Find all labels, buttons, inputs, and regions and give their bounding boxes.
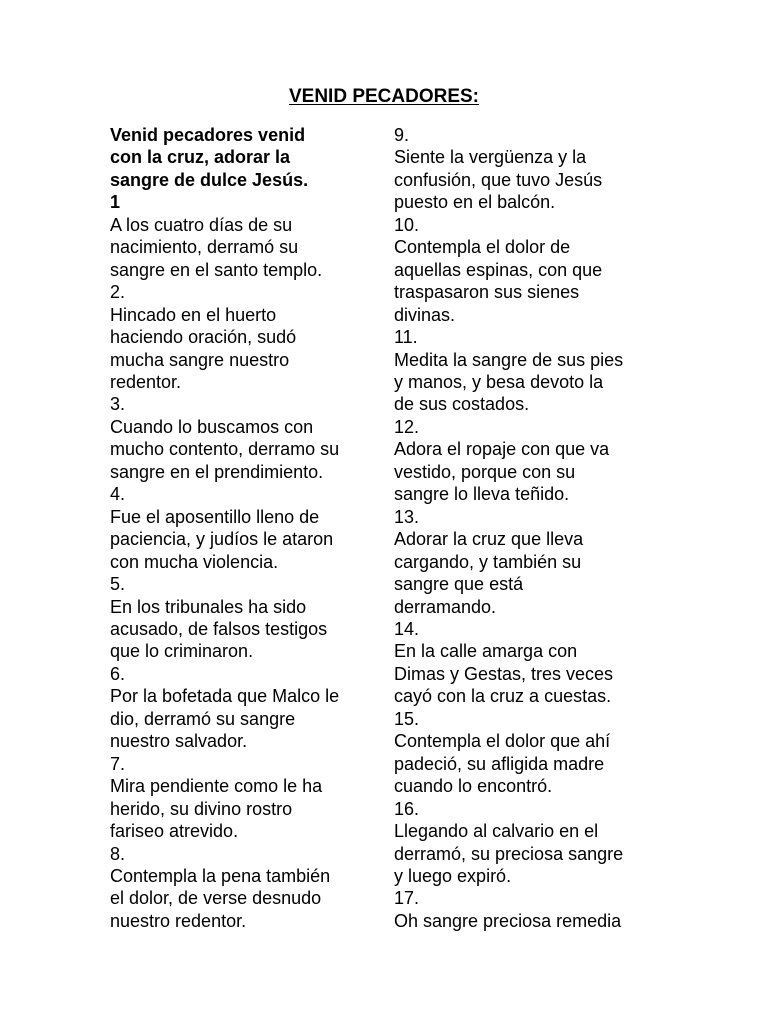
text-line: redentor. — [110, 371, 182, 392]
text-line: Adora el ropaje con que va — [394, 439, 610, 460]
text-line: sangre en el santo templo. — [110, 259, 323, 280]
text-line: aquellas espinas, con que — [394, 259, 603, 280]
text-line: cayó con la cruz a cuestas. — [394, 686, 612, 707]
text-line: vestido, porque con su — [394, 461, 576, 482]
text-line: paciencia, y judíos le ataron — [110, 529, 334, 550]
text-line: A los cuatro días de su — [110, 214, 293, 235]
text-line: con mucha violencia. — [110, 551, 279, 572]
text-line: Venid pecadores venid — [110, 125, 306, 145]
text-line: Contempla el dolor que ahí — [394, 731, 611, 752]
text-line: acusado, de falsos testigos — [110, 618, 328, 639]
text-line: Mira pendiente como le ha — [110, 776, 323, 797]
text-line: mucha sangre nuestro — [110, 349, 290, 370]
text-line: sangre en el prendimiento. — [110, 461, 324, 482]
text-line: 16. — [394, 798, 420, 819]
text-line: nacimiento, derramó su — [110, 237, 299, 258]
text-line: traspasaron sus sienes — [394, 282, 580, 303]
text-line: con la cruz, adorar la — [110, 147, 291, 168]
text-line: derramando. — [394, 596, 497, 617]
text-line: 13. — [394, 506, 420, 527]
text-line: 9. — [394, 125, 410, 145]
text-line: Contempla la pena también — [110, 865, 331, 886]
text-line: dio, derramó su sangre — [110, 708, 296, 729]
text-line: fariseo atrevido. — [110, 821, 239, 842]
text-line: nuestro redentor. — [110, 910, 247, 931]
text-line: 6. — [110, 663, 126, 684]
text-line: y luego expiró. — [394, 865, 512, 886]
text-line: Adorar la cruz que lleva — [394, 529, 584, 550]
text-line: padeció, su afligida madre — [394, 753, 605, 774]
text-line: En los tribunales ha sido — [110, 596, 307, 617]
text-line: Dimas y Gestas, tres veces — [394, 663, 614, 684]
text-line: 1 — [110, 192, 121, 213]
text-line: Siente la vergüenza y la — [394, 147, 587, 168]
text-line: 11. — [394, 327, 418, 348]
text-line: 14. — [394, 618, 420, 639]
text-line: Hincado en el huerto — [110, 304, 277, 325]
text-line: sangre que está — [394, 574, 524, 595]
page-title: VENID PECADORES: — [288, 86, 480, 107]
text-line: de sus costados. — [394, 394, 530, 415]
text-line: 15. — [394, 708, 420, 729]
text-line: 4. — [110, 484, 126, 505]
text-line: 17. — [394, 888, 420, 909]
text-line: 5. — [110, 574, 126, 595]
text-line: sangre de dulce Jesús. — [110, 169, 309, 190]
text-line: Medita la sangre de sus pies — [394, 349, 624, 370]
text-line: divinas. — [394, 304, 456, 325]
text-line: y manos, y besa devoto la — [394, 371, 604, 392]
text-line: puesto en el balcón. — [394, 192, 556, 213]
text-line: herido, su divino rostro — [110, 798, 293, 819]
text-line: cuando lo encontró. — [394, 776, 553, 797]
text-line: En la calle amarga con — [394, 641, 578, 662]
left-column — [110, 124, 382, 932]
text-line: el dolor, de verse desnudo — [110, 888, 322, 909]
text-line: Llegando al calvario en el — [394, 821, 599, 842]
text-line: sangre lo lleva teñido. — [394, 484, 570, 505]
text-line: Contempla el dolor de — [394, 237, 571, 258]
text-line: 8. — [110, 843, 126, 864]
text-line: cargando, y también su — [394, 551, 582, 572]
text-line: Oh sangre preciosa remedia — [394, 910, 622, 931]
text-line: Fue el aposentillo lleno de — [110, 506, 320, 527]
text-line: que lo criminaron. — [110, 641, 254, 662]
text-line: 2. — [110, 282, 126, 303]
text-line: derramó, su preciosa sangre — [394, 843, 624, 864]
text-line: nuestro salvador. — [110, 731, 248, 752]
text-line: 10. — [394, 214, 420, 235]
text-line: 12. — [394, 416, 420, 437]
text-line: confusión, que tuvo Jesús — [394, 169, 603, 190]
text-line: mucho contento, derramo su — [110, 439, 340, 460]
text-line: Cuando lo buscamos con — [110, 416, 314, 437]
text-line: 3. — [110, 394, 126, 415]
text-line: Por la bofetada que Malco le — [110, 686, 340, 707]
text-line: haciendo oración, sudó — [110, 327, 297, 348]
right-column — [394, 124, 668, 932]
text-line: 7. — [110, 753, 126, 774]
